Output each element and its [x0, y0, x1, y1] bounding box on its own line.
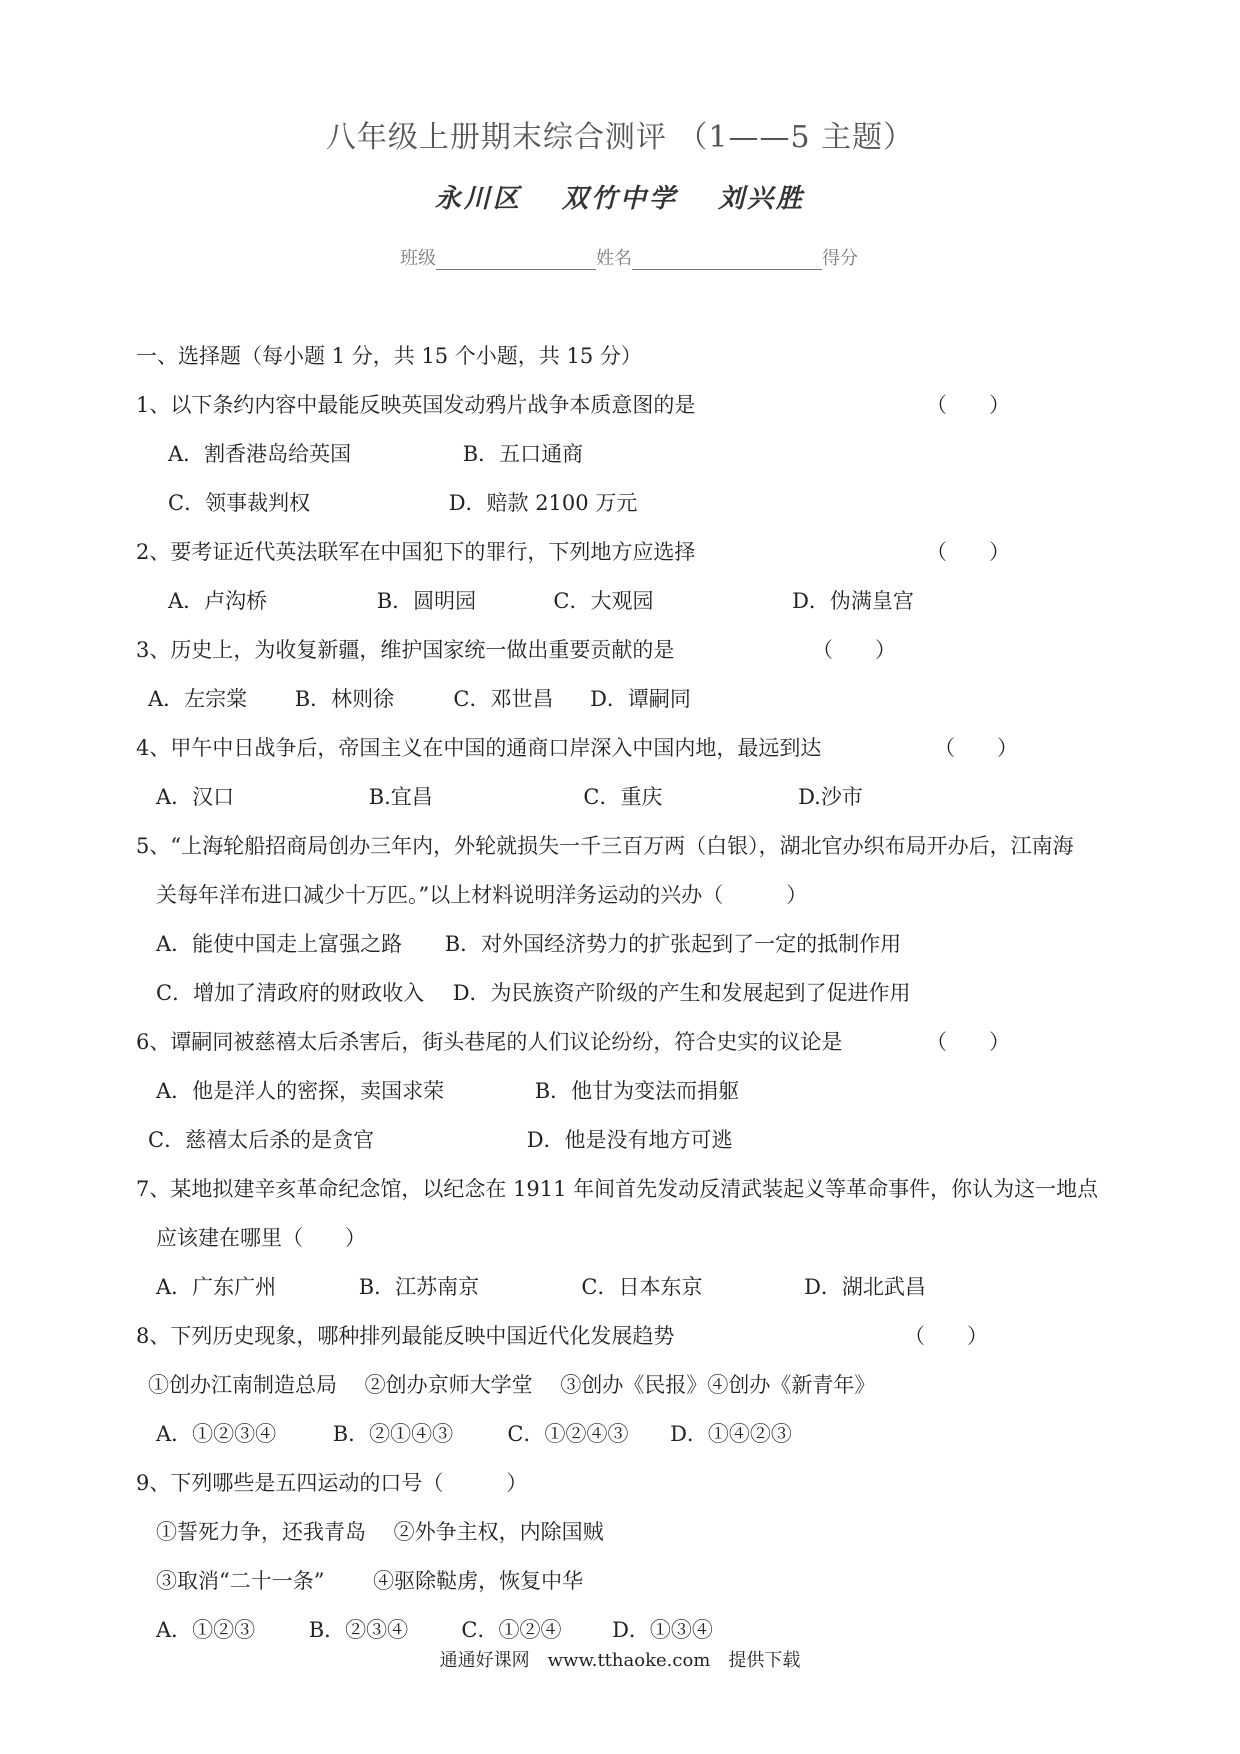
- question-3-answer-bracket[interactable]: （ ）: [812, 638, 896, 662]
- question-7-options: [136, 1263, 1126, 1312]
- question-6-option-c[interactable]: C．慈禧太后杀的是贪官: [148, 1128, 375, 1152]
- question-6-stem: 6、谭嗣同被慈禧太后杀害后，街头巷尾的人们议论纷纷，符合史实的议论是: [136, 1030, 843, 1054]
- question-1-option-d[interactable]: D．赔款 2100 万元: [448, 491, 638, 515]
- question-3: [136, 626, 1126, 675]
- question-2: [136, 528, 1126, 577]
- class-label: 班级: [400, 248, 436, 269]
- name-blank[interactable]: [632, 249, 822, 270]
- question-6-option-a[interactable]: A．他是洋人的密探，卖国求荣: [156, 1079, 445, 1103]
- author-school: 双竹中学: [561, 184, 678, 214]
- question-9-option-c[interactable]: C．①②④: [461, 1618, 562, 1642]
- question-5: 5、“上海轮船招商局创办三年内，外轮就损失一千三百万两（白银），湖北官办织布局开办后，江南海: [136, 834, 1074, 858]
- question-8-option-a[interactable]: A．①②③④: [156, 1422, 277, 1446]
- question-2-option-d[interactable]: D．伪满皇宫: [792, 589, 914, 613]
- question-1-stem: 1、以下条约内容中最能反映英国发动鸦片战争本质意图的是: [136, 393, 696, 417]
- question-3-option-b[interactable]: B．林则徐: [294, 687, 395, 711]
- question-1-option-b[interactable]: B．五口通商: [462, 442, 584, 466]
- question-9-option-b[interactable]: B．②③④: [308, 1618, 409, 1642]
- question-4-options: [136, 773, 1126, 822]
- question-4-option-c[interactable]: C．重庆: [583, 785, 663, 809]
- question-8-items: ①创办江南制造总局 ②创办京师大学堂 ③创办《民报》④创办《新青年》: [148, 1373, 876, 1397]
- question-4: [136, 724, 1126, 773]
- question-7-option-c[interactable]: C．日本东京: [581, 1275, 703, 1299]
- question-8-option-d[interactable]: D．①④②③: [670, 1422, 792, 1446]
- question-7-continued: 应该建在哪里（ ）: [156, 1226, 366, 1250]
- question-5-options-row1: [136, 920, 1126, 969]
- question-7-option-a[interactable]: A．广东广州: [156, 1275, 277, 1299]
- question-3-options: [136, 675, 1126, 724]
- question-5-option-d[interactable]: D．为民族资产阶级的产生和发展起到了促进作用: [452, 981, 911, 1005]
- question-1-option-c[interactable]: C．领事裁判权: [168, 491, 311, 515]
- question-8-options: [136, 1410, 1126, 1459]
- question-1-answer-bracket[interactable]: （ ）: [926, 393, 1010, 417]
- question-2-answer-bracket[interactable]: （ ）: [926, 540, 1010, 564]
- question-7-option-d[interactable]: D．湖北武昌: [804, 1275, 926, 1299]
- question-2-stem: 2、要考证近代英法联军在中国犯下的罪行，下列地方应选择: [136, 540, 696, 564]
- question-1: [136, 381, 1126, 430]
- name-label: 姓名: [596, 248, 632, 269]
- section-heading: 一、选择题（每小题 1 分，共 15 个小题，共 15 分）: [136, 344, 642, 368]
- question-2-option-c[interactable]: C．大观园: [553, 589, 654, 613]
- question-5-option-a[interactable]: A．能使中国走上富强之路: [156, 932, 403, 956]
- question-9-option-a[interactable]: A．①②③: [156, 1618, 256, 1642]
- question-3-option-d[interactable]: D．谭嗣同: [590, 687, 691, 711]
- question-2-option-a[interactable]: A．卢沟桥: [168, 589, 268, 613]
- question-6: [136, 1018, 1126, 1067]
- question-1-options-row1: [136, 430, 1126, 479]
- question-8: [136, 1312, 1126, 1361]
- author-district: 永川区: [434, 184, 522, 214]
- question-4-stem: 4、甲午中日战争后，帝国主义在中国的通商口岸深入中国内地，最远到达: [136, 736, 822, 760]
- question-8-option-c[interactable]: C．①②④③: [507, 1422, 629, 1446]
- question-7: 7、某地拟建辛亥革命纪念馆，以纪念在 1911 年间首先发动反清武装起义等革命事件，你认为这一地点: [136, 1177, 1099, 1201]
- question-2-options: [136, 577, 1126, 626]
- question-5-option-c[interactable]: C．增加了清政府的财政收入: [156, 981, 425, 1005]
- question-9: 9、下列哪些是五四运动的口号（ ）: [136, 1471, 528, 1495]
- question-7-option-b[interactable]: B．江苏南京: [358, 1275, 480, 1299]
- question-list: [136, 332, 1126, 1655]
- question-2-option-b[interactable]: B．圆明园: [376, 589, 477, 613]
- question-4-option-a[interactable]: A．汉口: [156, 785, 235, 809]
- question-4-option-b[interactable]: B.宜昌: [368, 785, 433, 809]
- question-3-option-c[interactable]: C．邓世昌: [453, 687, 554, 711]
- question-3-option-a[interactable]: A．左宗棠: [148, 687, 248, 711]
- question-5-option-b[interactable]: B．对外国经济势力的扩张起到了一定的抵制作用: [444, 932, 902, 956]
- score-label: 得分: [822, 248, 858, 269]
- question-6-option-b[interactable]: B．他甘为变法而捐躯: [534, 1079, 740, 1103]
- question-6-options-row1: [136, 1067, 1126, 1116]
- author-line: [0, 178, 1240, 215]
- question-6-answer-bracket[interactable]: （ ）: [926, 1030, 1010, 1054]
- page-title: 八年级上册期末综合测评 （1——5 主题）: [325, 120, 915, 155]
- question-9-items-row1: ①誓死力争，还我青岛 ②外争主权，内除国贼: [156, 1520, 604, 1544]
- question-1-options-row2: [136, 479, 1126, 528]
- student-info-fields: [400, 244, 858, 270]
- question-5-options-row2: [136, 969, 1126, 1018]
- author-name: 刘兴胜: [718, 184, 806, 214]
- question-8-stem: 8、下列历史现象，哪种排列最能反映中国近代化发展趋势: [136, 1324, 675, 1348]
- question-4-answer-bracket[interactable]: （ ）: [934, 736, 1018, 760]
- question-1-option-a[interactable]: A．割香港岛给英国: [168, 442, 352, 466]
- question-9-items-row2: ③取消“二十一条” ④驱除鞑虏，恢复中华: [156, 1569, 584, 1593]
- question-5-continued: 关每年洋布进口减少十万匹。”以上材料说明洋务运动的兴办（ ）: [156, 883, 808, 907]
- question-8-option-b[interactable]: B．②①④③: [332, 1422, 454, 1446]
- question-6-option-d[interactable]: D．他是没有地方可逃: [526, 1128, 733, 1152]
- question-9-option-d[interactable]: D．①③④: [612, 1618, 713, 1642]
- question-8-answer-bracket[interactable]: （ ）: [904, 1324, 988, 1348]
- question-4-option-d[interactable]: D.沙市: [798, 785, 863, 809]
- class-blank[interactable]: [436, 249, 596, 270]
- footer-credit: 通通好课网 www.tthaoke.com 提供下载: [439, 1650, 801, 1671]
- question-3-stem: 3、历史上，为收复新疆，维护国家统一做出重要贡献的是: [136, 638, 675, 662]
- question-6-options-row2: [136, 1116, 1126, 1165]
